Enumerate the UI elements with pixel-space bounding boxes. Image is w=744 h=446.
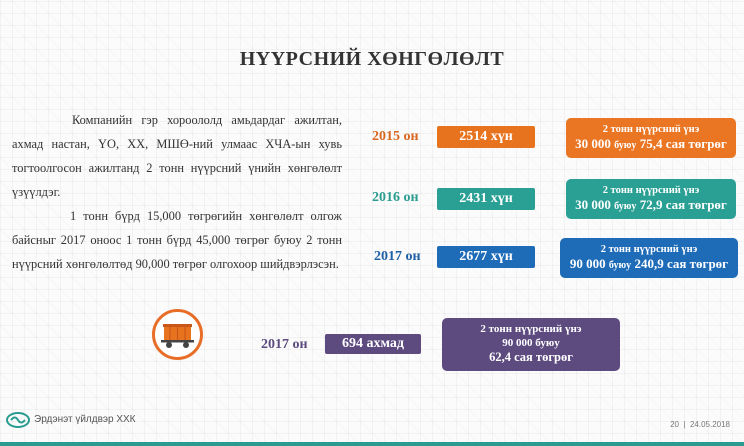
company-name: Эрдэнэт үйлдвэр ХХК (34, 414, 136, 425)
paragraph-2: 1 тонн бүрд 15,000 төгрөгийн хөнгөлөлт олгож байсныг 2017 оноос 1 тонн бүрд 45,000 төгрөг буюу 2 тонн нүүрсний хөнгөлөлтөд 90,000 төгрөг олгохоор шийдвэрлэсэн. (12, 209, 342, 271)
note-title: 2 тонн нүүрсний үнэ (602, 185, 700, 197)
price-note-2015 (566, 118, 736, 158)
price-note-2016 (566, 179, 736, 219)
note-title: 2 тонн нүүрсний үнэ (480, 322, 582, 335)
page-info (670, 420, 730, 429)
note-value-line: 30 000 буюу 72,9 сая төгрөг (575, 197, 727, 213)
count-badge-2016: 2431 хүн (437, 188, 535, 210)
note-value: 62,4 сая төгрөг (489, 350, 573, 365)
separator: | (683, 420, 686, 429)
page-title: НҮҮРСНИЙ ХӨНГӨЛӨЛТ (239, 48, 505, 70)
paragraph-1: Компанийн гэр хороололд амьдардаг ажилтан, ахмад настан, ҮО, ХХ, МШӨ-ний улмаас ХЧА-ын хувь тогтоолгосон ажилтанд 2 тонн нүүрсний үнийн хөнгөлөлт үзүүлдэг. (12, 113, 342, 199)
year-label-2016: 2016 он (372, 190, 419, 205)
elderly-price-note (442, 318, 620, 371)
year-label-elderly: 2017 он (261, 337, 308, 352)
coal-wagon-icon (152, 309, 203, 360)
note-title: 2 тонн нүүрсний үнэ (600, 244, 698, 256)
company-logo-icon (6, 412, 30, 433)
year-label-2015: 2015 он (372, 129, 419, 144)
note-value-line: 90 000 буюу 240,9 сая төгрөг (569, 256, 729, 272)
note-amount: 90 000 буюу (502, 336, 560, 349)
elderly-count-badge: 694 ахмад (325, 334, 421, 354)
footer-bar (0, 442, 744, 446)
description-text (12, 108, 342, 276)
note-value-line: 30 000 буюу 75,4 сая төгрөг (575, 136, 727, 152)
price-note-2017 (560, 238, 738, 278)
count-badge-2015: 2514 хүн (437, 126, 535, 148)
year-label-2017: 2017 он (374, 249, 421, 264)
count-badge-2017: 2677 хүн (437, 246, 535, 268)
page-number: 20 (670, 420, 679, 429)
note-title: 2 тонн нүүрсний үнэ (602, 124, 700, 136)
slide-date: 24.05.2018 (689, 420, 730, 429)
